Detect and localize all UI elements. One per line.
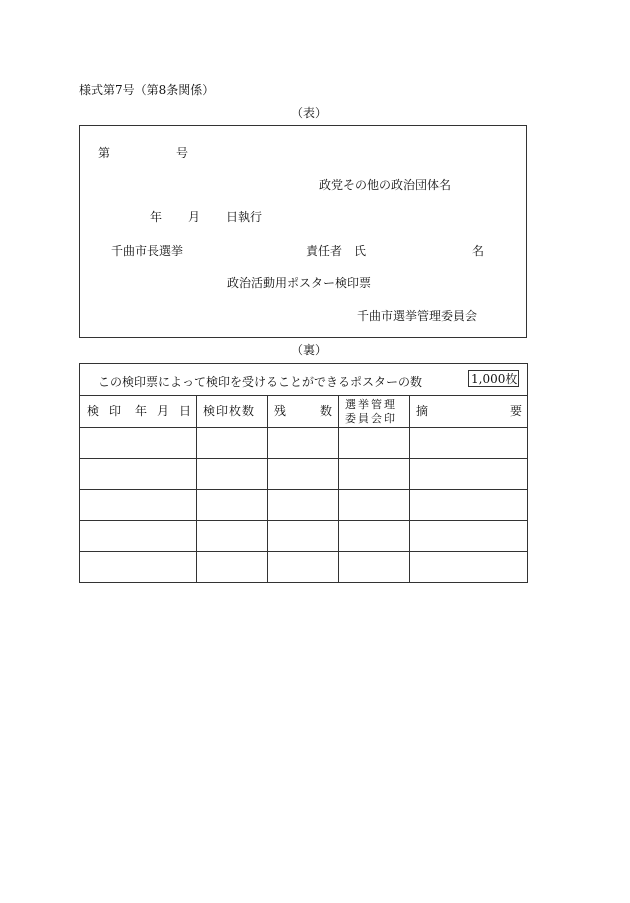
- table-cell: [268, 459, 339, 490]
- election-name: 千曲市長選挙: [111, 244, 184, 258]
- header-committee-stamp: [339, 396, 410, 428]
- table-cell: [339, 521, 410, 552]
- table-cell: [268, 490, 339, 521]
- table-cell: [80, 428, 197, 459]
- table-cell: [197, 490, 268, 521]
- issuer-name: 千曲市選挙管理委員会: [357, 309, 478, 323]
- poster-count-value: 1,000枚: [468, 370, 519, 387]
- table-row: [80, 552, 528, 583]
- table-cell: [80, 552, 197, 583]
- front-side-label: （表）: [291, 106, 328, 120]
- table-cell: [268, 428, 339, 459]
- party-name-label: 政党その他の政治団体名: [319, 178, 452, 192]
- header-date-tsuki: 月: [157, 404, 170, 418]
- header-remaining-left: 残: [274, 404, 287, 418]
- table-cell: [197, 552, 268, 583]
- table-cell: [268, 521, 339, 552]
- table-cell: [410, 459, 528, 490]
- table-cell: [339, 428, 410, 459]
- header-date-nen: 年: [135, 404, 148, 418]
- header-date-in: 印: [109, 404, 122, 418]
- name-suffix-label: 名: [472, 244, 485, 258]
- ticket-number-prefix: 第: [98, 146, 111, 160]
- header-date-ken: 検: [87, 404, 100, 418]
- table-cell: [197, 428, 268, 459]
- header-remaining-right: 数: [320, 404, 333, 418]
- table-cell: [410, 552, 528, 583]
- table-cell: [410, 428, 528, 459]
- header-stamp-count: [197, 396, 268, 428]
- header-stamp-count-text: 検印枚数: [203, 404, 256, 418]
- table-header-row: [80, 396, 528, 428]
- table-cell: [80, 490, 197, 521]
- table-cell: [268, 552, 339, 583]
- table-row: [80, 490, 528, 521]
- date-year-label: 年: [150, 210, 163, 224]
- table-row: [80, 521, 528, 552]
- header-remarks: [410, 396, 528, 428]
- header-stamp-date: [80, 396, 197, 428]
- table-row: [80, 428, 528, 459]
- header-remarks-left: 摘: [416, 404, 429, 418]
- responsible-person-label: 責任者 氏: [306, 244, 367, 258]
- back-side-table: [79, 363, 528, 583]
- table-row: [80, 459, 528, 490]
- ticket-number-suffix: 号: [176, 146, 189, 160]
- table-cell: [80, 521, 197, 552]
- poster-count-row: [80, 364, 528, 396]
- table-cell: [339, 459, 410, 490]
- table-cell: [410, 490, 528, 521]
- date-executed-label: 日執行: [226, 210, 263, 224]
- header-remaining-count: [268, 396, 339, 428]
- ticket-title: 政治活動用ポスター検印票: [227, 276, 372, 290]
- header-date-hi: 日: [179, 404, 192, 418]
- table-cell: [339, 552, 410, 583]
- header-remarks-right: 要: [510, 404, 523, 418]
- table-cell: [197, 521, 268, 552]
- form-number: 様式第7号（第8条関係）: [79, 83, 215, 97]
- header-committee-line1: 選挙管理: [345, 398, 397, 411]
- table-cell: [410, 521, 528, 552]
- table-cell: [339, 490, 410, 521]
- front-side-box: [79, 125, 527, 338]
- header-committee-line2: 委員会印: [345, 412, 397, 425]
- date-month-label: 月: [188, 210, 201, 224]
- poster-count-text: この検印票によって検印を受けることができるポスターの数: [98, 375, 423, 389]
- table-cell: [80, 459, 197, 490]
- table-cell: [197, 459, 268, 490]
- back-side-label: （裏）: [291, 343, 328, 357]
